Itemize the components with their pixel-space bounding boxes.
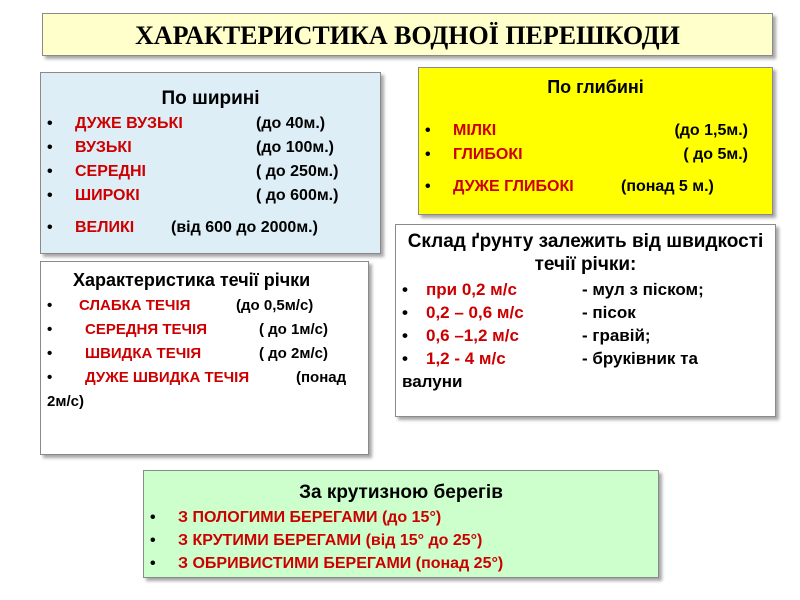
item-value: (до 1,5м.): [674, 122, 748, 139]
item-label: 0,2 – 0,6 м/с: [426, 303, 524, 322]
bullet-icon: •: [425, 146, 431, 163]
width-box: [40, 72, 381, 254]
item-label: ВУЗЬКІ: [75, 139, 132, 156]
item-label: СЕРЕДНІ: [75, 163, 146, 180]
width-heading: По ширині: [161, 88, 260, 109]
flow-heading: Характеристика течії річки: [73, 270, 311, 290]
item-value: ( до 5м.): [683, 146, 748, 163]
item-label: СЕРЕДНЯ ТЕЧІЯ: [85, 321, 207, 338]
slide-title: ХАРАКТЕРИСТИКА ВОДНОЇ ПЕРЕШКОДИ: [42, 13, 773, 56]
list-item: [144, 506, 658, 529]
list-item: [419, 143, 772, 167]
bullet-icon: •: [47, 187, 53, 204]
item-value: (понад 5 м.): [621, 178, 714, 195]
bullet-icon: •: [402, 303, 408, 322]
item-label: ДУЖЕ ГЛИБОКІ: [453, 178, 574, 195]
bullet-icon: •: [47, 219, 53, 236]
bullet-icon: •: [47, 115, 53, 132]
list-item: [41, 366, 368, 390]
item-label: ДУЖЕ ВУЗЬКІ: [75, 115, 183, 132]
item-value: - пісок: [582, 303, 636, 322]
list-item: [396, 278, 775, 301]
item-value: (від 600 до 2000м.): [171, 219, 318, 236]
item-value: ( до 2м/с): [259, 345, 328, 362]
item-value: (до 100м.): [256, 139, 335, 156]
bullet-icon: •: [402, 280, 408, 299]
list-item-continuation: [396, 370, 775, 393]
item-label: ВЕЛИКІ: [75, 219, 135, 236]
bullet-icon: •: [425, 122, 431, 139]
bank-heading: За крутизною берегів: [299, 482, 503, 503]
bullet-icon: •: [402, 326, 408, 345]
item-label: СЛАБКА ТЕЧІЯ: [79, 297, 191, 314]
bullet-icon: •: [150, 555, 156, 572]
depth-box: [418, 67, 773, 215]
bullet-icon: •: [47, 345, 53, 362]
list-item: [41, 216, 380, 240]
flow-box: [40, 261, 369, 455]
bullet-icon: •: [47, 163, 53, 180]
list-item: [41, 160, 380, 184]
item-value: ( до 600м.): [256, 187, 339, 204]
item-value: 2м/с): [47, 393, 84, 410]
item-label: ШВИДКА ТЕЧІЯ: [85, 345, 202, 362]
list-item: [41, 112, 380, 136]
bullet-icon: •: [47, 297, 53, 314]
list-item: [419, 175, 772, 199]
bullet-icon: •: [425, 178, 431, 195]
list-item: [41, 342, 368, 366]
item-value: - бруківник та: [582, 349, 698, 368]
list-item-continuation: [41, 390, 368, 414]
bullet-icon: •: [47, 369, 53, 386]
list-item: [396, 347, 775, 370]
list-item: [41, 318, 368, 342]
item-label: ДУЖЕ ШВИДКА ТЕЧІЯ: [85, 369, 250, 386]
list-item: [41, 136, 380, 160]
bullet-icon: •: [402, 349, 408, 368]
bullet-icon: •: [47, 139, 53, 156]
item-value: - гравій;: [582, 326, 651, 345]
item-value: ( до 250м.): [256, 163, 339, 180]
bullet-icon: •: [47, 321, 53, 338]
soil-heading: Склад ґрунту залежить від швидкості течії річки:: [407, 231, 764, 275]
item-value: (до 0,5м/с): [236, 297, 314, 314]
list-item: [41, 184, 380, 208]
list-item: [41, 294, 368, 318]
item-label: З ПОЛОГИМИ БЕРЕГАМИ (до 15°): [178, 509, 442, 526]
item-value: (до 40м.): [256, 115, 326, 132]
bullet-icon: •: [150, 532, 156, 549]
item-value: ( до 1м/с): [259, 321, 328, 338]
soil-box: [395, 224, 776, 417]
item-label: 0,6 –1,2 м/с: [426, 326, 519, 345]
bank-box: [143, 470, 659, 578]
item-label: при 0,2 м/с: [426, 280, 517, 299]
list-item: [396, 301, 775, 324]
item-value: валуни: [402, 372, 463, 391]
item-label: МІЛКІ: [453, 122, 497, 139]
item-label: ГЛИБОКІ: [453, 146, 523, 163]
depth-heading: По глибині: [547, 77, 644, 97]
item-label: ШИРОКІ: [75, 187, 140, 204]
list-item: [144, 529, 658, 552]
list-item: [144, 552, 658, 575]
item-value: (понад: [296, 369, 347, 386]
item-label: З КРУТИМИ БЕРЕГАМИ (від 15° до 25°): [178, 532, 483, 549]
list-item: [396, 324, 775, 347]
bullet-icon: •: [150, 509, 156, 526]
list-item: [419, 119, 772, 143]
item-label: З ОБРИВИСТИМИ БЕРЕГАМИ (понад 25°): [178, 555, 504, 572]
item-value: - мул з піском;: [582, 280, 704, 299]
item-label: 1,2 - 4 м/с: [426, 349, 506, 368]
